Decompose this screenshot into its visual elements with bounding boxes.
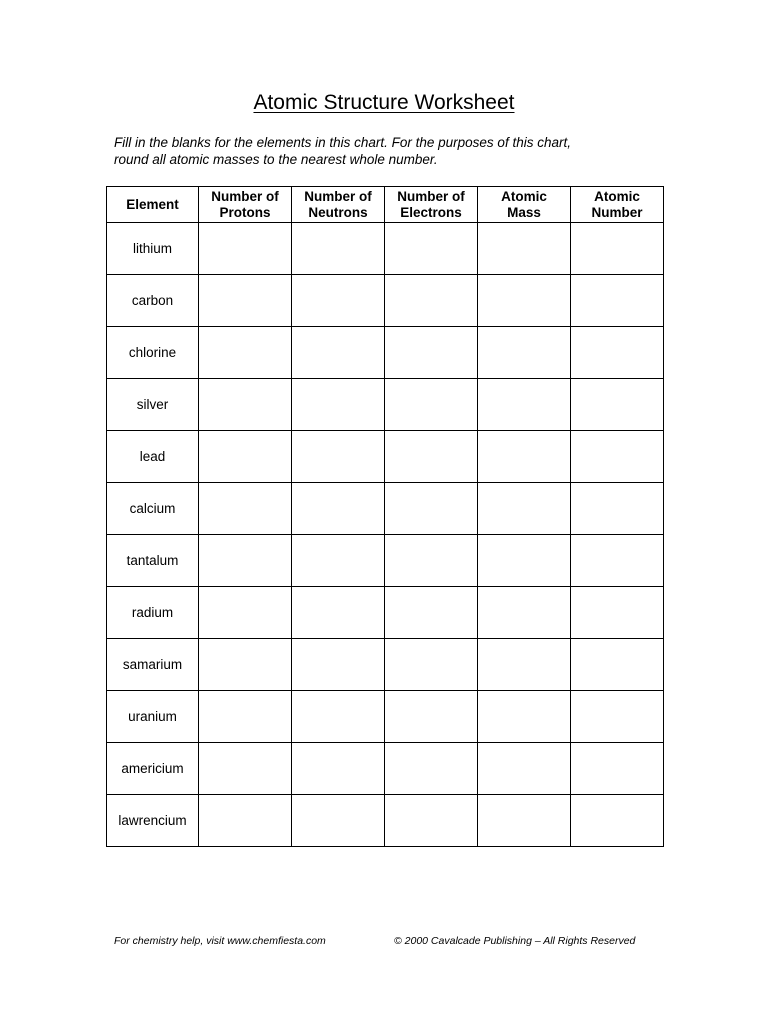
protons-blank-cell[interactable]: [199, 379, 292, 431]
neutrons-blank-cell[interactable]: [292, 691, 385, 743]
atomic-mass-blank-cell[interactable]: [478, 379, 571, 431]
header-neutrons-line-2: Neutrons: [308, 204, 368, 220]
neutrons-blank-cell[interactable]: [292, 639, 385, 691]
protons-blank-cell[interactable]: [199, 327, 292, 379]
neutrons-blank-cell[interactable]: [292, 795, 385, 847]
atomic-mass-blank-cell[interactable]: [478, 275, 571, 327]
table-row: [107, 743, 664, 795]
header-neutrons: [292, 187, 385, 223]
electrons-blank-cell[interactable]: [385, 691, 478, 743]
protons-blank-cell[interactable]: [199, 223, 292, 275]
element-name-cell: lithium: [107, 223, 199, 275]
atomic-number-blank-cell[interactable]: [571, 431, 664, 483]
atomic-number-blank-cell[interactable]: [571, 275, 664, 327]
header-neutrons-line-1: Number of: [304, 188, 372, 204]
electrons-blank-cell[interactable]: [385, 223, 478, 275]
neutrons-blank-cell[interactable]: [292, 535, 385, 587]
electrons-blank-cell[interactable]: [385, 431, 478, 483]
electrons-blank-cell[interactable]: [385, 327, 478, 379]
header-protons: [199, 187, 292, 223]
header-atomic-number: [571, 187, 664, 223]
atomic-number-blank-cell[interactable]: [571, 691, 664, 743]
header-protons-line-1: Number of: [211, 188, 279, 204]
atomic-number-blank-cell[interactable]: [571, 795, 664, 847]
protons-blank-cell[interactable]: [199, 483, 292, 535]
atomic-mass-blank-cell[interactable]: [478, 743, 571, 795]
table-row: [107, 535, 664, 587]
instructions: [114, 134, 674, 168]
element-name-cell: lawrencium: [107, 795, 199, 847]
table-row: [107, 639, 664, 691]
header-atomic-number-line-1: Atomic: [594, 188, 640, 204]
table-row: [107, 795, 664, 847]
neutrons-blank-cell[interactable]: [292, 431, 385, 483]
element-name-cell: americium: [107, 743, 199, 795]
protons-blank-cell[interactable]: [199, 795, 292, 847]
electrons-blank-cell[interactable]: [385, 379, 478, 431]
table-row: [107, 223, 664, 275]
header-element: [107, 187, 199, 223]
atomic-mass-blank-cell[interactable]: [478, 431, 571, 483]
electrons-blank-cell[interactable]: [385, 743, 478, 795]
neutrons-blank-cell[interactable]: [292, 223, 385, 275]
element-name-cell: tantalum: [107, 535, 199, 587]
element-name-cell: silver: [107, 379, 199, 431]
atomic-number-blank-cell[interactable]: [571, 223, 664, 275]
atomic-mass-blank-cell[interactable]: [478, 587, 571, 639]
atomic-mass-blank-cell[interactable]: [478, 691, 571, 743]
electrons-blank-cell[interactable]: [385, 639, 478, 691]
protons-blank-cell[interactable]: [199, 431, 292, 483]
table-row: [107, 275, 664, 327]
atomic-number-blank-cell[interactable]: [571, 639, 664, 691]
electrons-blank-cell[interactable]: [385, 483, 478, 535]
protons-blank-cell[interactable]: [199, 639, 292, 691]
footer-help-text: For chemistry help, visit www.chemfiesta.com: [114, 935, 326, 947]
header-atomic-mass-line-1: Atomic: [501, 188, 547, 204]
neutrons-blank-cell[interactable]: [292, 483, 385, 535]
header-electrons-line-1: Number of: [397, 188, 465, 204]
neutrons-blank-cell[interactable]: [292, 587, 385, 639]
atomic-mass-blank-cell[interactable]: [478, 639, 571, 691]
header-electrons: [385, 187, 478, 223]
protons-blank-cell[interactable]: [199, 275, 292, 327]
table-row: [107, 483, 664, 535]
element-name-cell: samarium: [107, 639, 199, 691]
element-name-cell: carbon: [107, 275, 199, 327]
protons-blank-cell[interactable]: [199, 743, 292, 795]
neutrons-blank-cell[interactable]: [292, 379, 385, 431]
header-electrons-line-2: Electrons: [400, 204, 462, 220]
table-row: [107, 379, 664, 431]
atomic-mass-blank-cell[interactable]: [478, 327, 571, 379]
electrons-blank-cell[interactable]: [385, 587, 478, 639]
atomic-number-blank-cell[interactable]: [571, 379, 664, 431]
element-name-cell: lead: [107, 431, 199, 483]
electrons-blank-cell[interactable]: [385, 795, 478, 847]
electrons-blank-cell[interactable]: [385, 275, 478, 327]
instructions-line-1: Fill in the blanks for the elements in this chart. For the purposes of this chart,: [114, 135, 571, 150]
atomic-mass-blank-cell[interactable]: [478, 483, 571, 535]
neutrons-blank-cell[interactable]: [292, 275, 385, 327]
header-atomic-mass: [478, 187, 571, 223]
neutrons-blank-cell[interactable]: [292, 743, 385, 795]
page-title: Atomic Structure Worksheet: [253, 91, 515, 114]
atomic-mass-blank-cell[interactable]: [478, 223, 571, 275]
instructions-line-2: round all atomic masses to the nearest whole number.: [114, 152, 438, 167]
atomic-number-blank-cell[interactable]: [571, 327, 664, 379]
atomic-mass-blank-cell[interactable]: [478, 535, 571, 587]
atomic-structure-table: [106, 186, 664, 847]
element-name-cell: uranium: [107, 691, 199, 743]
element-name-cell: calcium: [107, 483, 199, 535]
table-row: [107, 587, 664, 639]
atomic-mass-blank-cell[interactable]: [478, 795, 571, 847]
protons-blank-cell[interactable]: [199, 535, 292, 587]
table-row: [107, 431, 664, 483]
protons-blank-cell[interactable]: [199, 587, 292, 639]
header-atomic-number-line-2: Number: [591, 204, 643, 220]
neutrons-blank-cell[interactable]: [292, 327, 385, 379]
table-row: [107, 691, 664, 743]
protons-blank-cell[interactable]: [199, 691, 292, 743]
electrons-blank-cell[interactable]: [385, 535, 478, 587]
table-row: [107, 327, 664, 379]
footer-copyright: © 2000 Cavalcade Publishing – All Rights Reserved: [394, 935, 636, 947]
atomic-number-blank-cell[interactable]: [571, 743, 664, 795]
atomic-number-blank-cell[interactable]: [571, 483, 664, 535]
header-element-label: Element: [126, 196, 179, 212]
table-header-row: [107, 187, 664, 223]
element-name-cell: chlorine: [107, 327, 199, 379]
element-name-cell: radium: [107, 587, 199, 639]
header-protons-line-2: Protons: [219, 204, 271, 220]
atomic-number-blank-cell[interactable]: [571, 587, 664, 639]
header-atomic-mass-line-2: Mass: [507, 204, 541, 220]
atomic-number-blank-cell[interactable]: [571, 535, 664, 587]
